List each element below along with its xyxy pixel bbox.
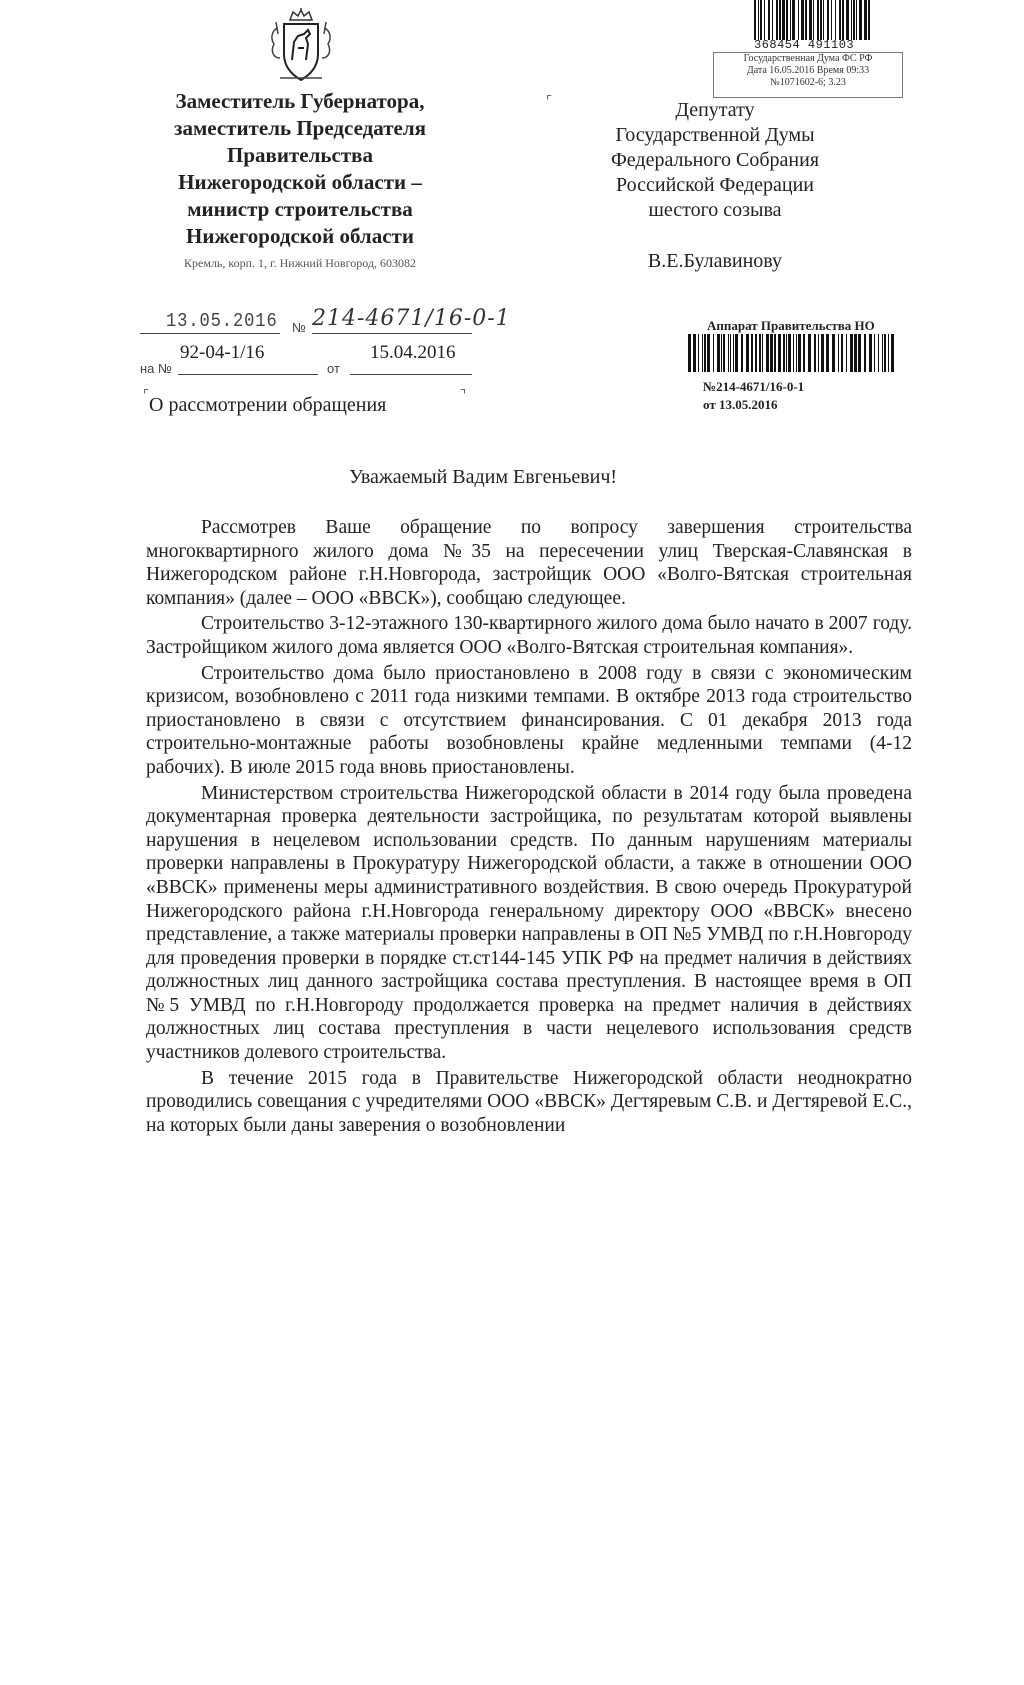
on-number-value: 92-04-1/16 [180,342,265,363]
barcode-bar [704,334,706,372]
barcode-bar [782,0,785,40]
barcode-bar [839,0,841,40]
from-label: от [327,361,340,376]
barcode-bar [741,334,743,372]
recipient-name: В.Е.Булавинову [647,250,783,272]
barcode-bar [821,334,824,372]
body-paragraph: В течение 2015 года в Правительстве Нижегородской области неоднократно проводились совещания с учредителями ООО «ВВСК» Дегтяревым С.В. и Дегтяревой Е.С., на которых были даны заверения о возобновлении [146,1067,912,1136]
sender-line: Нижегородской области [186,224,414,248]
barcode-bar [868,0,870,40]
barcode-bar [735,334,738,372]
barcode-bar [728,334,729,372]
barcode-bar [702,334,703,372]
barcode-bar [758,0,759,40]
sender-line: Правительства [227,143,373,167]
barcode-bar [772,0,773,40]
barcode-bar [831,0,832,40]
barcode-bar [770,334,773,372]
barcode-bar [751,334,753,372]
corner-mark: ⌜ [143,388,150,403]
body-paragraph: Строительство 3-12-этажного 130-квартирного жилого дома было начато в 2007 году. Застройщиком жилого дома является ООО «Волго-Вятская строительная компания». [146,613,912,658]
recipient-line: шестого созыва [648,199,782,221]
barcode-bar [783,334,785,372]
barcode-bar [723,334,725,372]
recipient-line: Российской Федерации [615,174,815,196]
letter-subject: О рассмотрении обращения [149,394,387,416]
duma-registration-stamp [713,52,903,98]
barcode-bar [798,0,799,40]
apparat-stamp-number: №214-4671/16-0-1 [703,379,805,394]
barcode-bar [835,0,836,40]
barcode-bar [808,334,811,372]
recipient-line: Федерального Собрания [610,149,820,171]
barcode-bar [796,334,797,372]
stamp-line: Государственная Дума ФС РФ [743,53,873,64]
barcode-bar [842,0,844,40]
sender-line: Заместитель Губернатора, [175,89,425,113]
barcode-bar [717,334,720,372]
date-underline [140,333,280,334]
recipient-line: Государственной Думы [615,124,815,146]
recipient-block [560,98,870,223]
barcode-bar [730,334,731,372]
barcode-bar [779,0,781,40]
outgoing-date: 13.05.2016 [166,310,278,332]
barcode-bar [774,334,776,372]
apparat-stamp-title: Аппарат Правительства НО [707,318,875,333]
barcode-bar [707,334,710,372]
barcode-bar [755,334,757,372]
barcode-bar [759,334,761,372]
barcode-bar [693,334,696,372]
outgoing-number-handwritten: 214-4671/16-0-1 [312,306,511,331]
sender-title [150,88,450,250]
barcode-bar [832,334,835,372]
barcode-bar [801,0,804,40]
barcode-bar [688,334,691,372]
barcode-bar [809,0,812,40]
barcode-bar [851,0,852,40]
barcode-bar [859,0,862,40]
barcode-bar [760,0,762,40]
barcode-bar [818,334,819,372]
barcode-bar [803,334,805,372]
barcode-bar [813,0,814,40]
barcode-bar [764,0,765,40]
barcode-bar [864,334,866,372]
barcode-bar [790,0,791,40]
body-paragraph: Министерством строительства Нижегородской области в 2014 году была проведена документарная проверка деятельности застройщика, по результатам которой выявлены нарушения в нецелевом использовании средств. По данным нарушениям материалы проверки направлены в Прокуратуру Нижегородской области, а также в отношении ООО «ВВСК» применены меры административного воздействия. В свою очередь Прокуратурой Нижегородского района г.Н.Новгорода генеральному директору ООО «ВВСК» внесено представление, а также материалы проверки направлены в ОП №5 УМВД по г.Н.Новгороду для проведения проверки в порядке ст.ст144-145 УПК РФ на предмет наличия в действиях должностных лиц данного застройщика состава преступления. В настоящее время в ОП №5 УМВД по г.Н.Новгороду продолжается проверка на предмет наличия в действиях должностных лиц состава преступления в части нецелевого использования средств участников долевого строительства. [146,782,912,1064]
barcode-bar [733,334,734,372]
barcode-bar [754,0,756,40]
body-paragraph: Строительство дома было приостановлено в 2008 году в связи с экономическим кризисом, возобновлено с 2011 года низкими темпами. В октябре 2013 года строительство приостановлено в связи с отсутствием финансирования. С 01 декабря 2013 года строительно-монтажные работы возобновлены крайне медленными темпами (4-12 рабочих). В июле 2015 года вновь приостановлены. [146,662,912,778]
barcode-bar [826,334,829,372]
body-paragraph: Рассмотрев Ваше обращение по вопросу завершения строительства многоквартирного жилого дома №35 на пересечении улиц Тверская-Славянская в Нижегородском районе г.Н.Новгорода, застройщик ООО «Волго-Вятская строительная компания» (далее – ООО «ВВСК»), сообщаю следующее. [146,517,912,609]
sender-address: Кремль, корп. 1, г. Нижний Новгород, 603082 [184,256,416,270]
from-date-value: 15.04.2016 [370,342,456,363]
barcode-bar [878,334,879,372]
recipient-line: Депутату [675,99,755,121]
barcode-bar [823,0,824,40]
number-underline [312,333,472,334]
barcode-bar [786,0,788,40]
barcode-bar [874,334,875,372]
barcode-bar [841,334,843,372]
barcode-bar [820,0,822,40]
barcode-bar [869,334,872,372]
on-number-underline [178,374,318,375]
barcode-bar [853,0,855,40]
stamp-line: Дата 16.05.2016 Время 09:33 [746,65,870,76]
greeting: Уважаемый Вадим Евгеньевич! [348,466,618,488]
barcode-bar [805,0,807,40]
sender-line: министр строительства [187,197,413,221]
barcode-bar [891,334,894,372]
barcode-bar [888,334,889,372]
barcode-bar [827,0,829,40]
barcode-bar [786,334,787,372]
barcode-bar [884,334,886,372]
barcode-bar [762,334,763,372]
coat-of-arms-emblem [268,8,334,86]
barcode-bar [846,334,847,372]
barcode-bar [788,334,791,372]
barcode-bar [846,0,849,40]
letter-body [146,516,912,1139]
barcode-bar [854,334,857,372]
barcode-bar [793,334,794,372]
barcode-bar [778,334,781,372]
barcode-bar [766,334,769,372]
stamp-line: №1071602-6; 3.23 [770,77,846,88]
sender-line: Нижегородской области – [178,170,422,194]
barcode-bar [792,0,795,40]
barcode-bar [850,334,853,372]
apparat-barcode [686,334,896,372]
on-number-label: на № [140,361,172,376]
barcode-bar [746,334,749,372]
sender-line: заместитель Председателя [174,116,426,140]
barcode-bar [864,0,867,40]
barcode-bar [817,0,819,40]
from-date-underline [350,374,472,375]
barcode-bar [713,334,714,372]
barcode-bar [698,334,699,372]
barcode-bar [882,334,883,372]
barcode-bar [721,334,722,372]
number-label: № [292,320,306,335]
barcode-bar [838,334,839,372]
incoming-barcode [752,0,872,40]
barcode-number: 368454 491103 [754,38,855,52]
barcode-bar [776,0,778,40]
barcode-bar [856,0,857,40]
barcode-bar [858,334,861,372]
apparat-stamp-date: от 13.05.2016 [703,397,778,412]
barcode-bar [814,334,816,372]
barcode-bar [768,0,770,40]
barcode-bar [798,334,801,372]
corner-mark: ⌜ [546,94,553,109]
corner-mark: ⌝ [460,388,467,403]
